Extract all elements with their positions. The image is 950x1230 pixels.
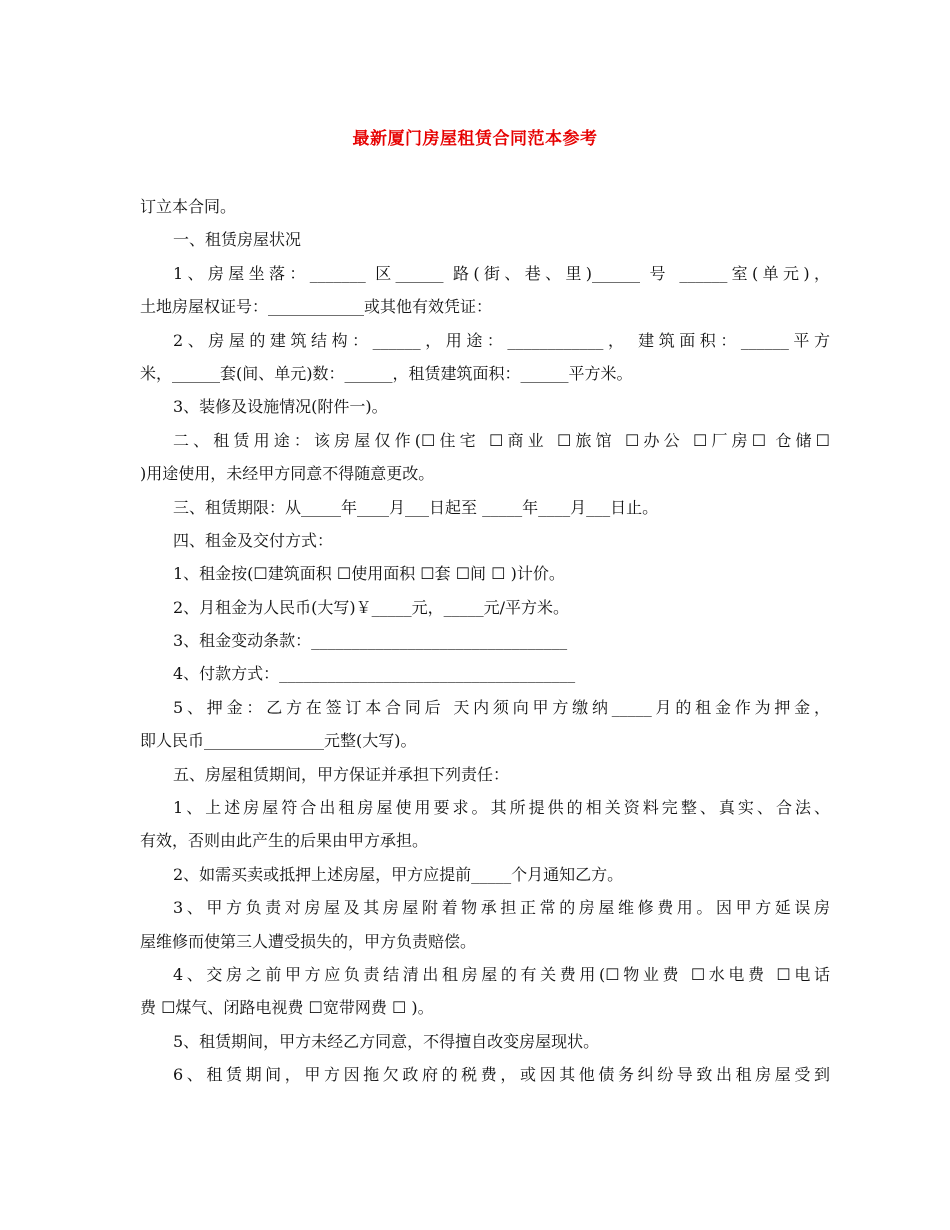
- text-line: )用途使用，未经甲方同意不得随意更改。: [140, 464, 435, 484]
- text-line: 1、上述房屋符合出租房屋使用要求。其所提供的相关资料完整、真实、合法、: [173, 798, 830, 818]
- text-line: 屋维修而使第三人遭受损失的，甲方负责赔偿。: [140, 931, 477, 951]
- text-line: 4、交房之前甲方应负责结清出租房屋的有关费用(☐物业费 ☐水电费 ☐电话: [173, 964, 830, 984]
- text-line: 2、如需买卖或抵押上述房屋，甲方应提前_____个月通知乙方。: [173, 864, 624, 884]
- text-line: 3、租金变动条款：________________________________: [173, 631, 568, 651]
- document-body: [140, 190, 830, 1092]
- text-line: 5、租赁期间，甲方未经乙方同意，不得擅自改变房屋现状。: [173, 1031, 600, 1051]
- text-line: 三、租赁期限：从_____年____月___日起至 _____年____月___日止。: [173, 497, 659, 517]
- text-line: 土地房屋权证号：____________或其他有效凭证：: [140, 297, 493, 317]
- text-line: 四、租金及交付方式：: [173, 530, 334, 550]
- text-line: 4、付款方式：_____________________________________: [173, 664, 576, 684]
- text-line: 订立本合同。: [140, 197, 237, 216]
- text-line: 费 ☐煤气、闭路电视费 ☐宽带网费 ☐ )。: [140, 998, 434, 1018]
- text-line: 即人民币_______________元整(大写)。: [140, 731, 417, 751]
- text-line: 6、租赁期间，甲方因拖欠政府的税费，或因其他债务纠纷导致出租房屋受到: [173, 1065, 830, 1085]
- text-line: 5、押金：乙方在签订本合同后 天内须向甲方缴纳_____月的租金作为押金，: [173, 697, 830, 717]
- text-line: 1、租金按(☐建筑面积 ☐使用面积 ☐套 ☐间 ☐ )计价。: [173, 564, 565, 584]
- text-line: 3、装修及设施情况(附件一)。: [173, 397, 388, 417]
- text-line: 有效，否则由此产生的后果由甲方承担。: [140, 831, 429, 851]
- text-line: 五、房屋租赁期间，甲方保证并承担下列责任：: [173, 764, 510, 784]
- document-title: 最新厦门房屋租赁合同范本参考: [352, 129, 598, 149]
- text-line: 1、房屋坐落：_______ 区______ 路(街、巷、里)______ 号 ______室(单元)，: [173, 263, 830, 283]
- text-line: 二、租赁用途：该房屋仅作(☐住宅 ☐商业 ☐旅馆 ☐办公 ☐厂房☐ 仓储☐: [173, 430, 830, 450]
- text-line: 一、租赁房屋状况: [173, 230, 302, 250]
- text-line: 3、甲方负责对房屋及其房屋附着物承担正常的房屋维修费用。因甲方延误房: [173, 898, 830, 918]
- text-line: 米，______套(间、单元)数：______，租赁建筑面积：______平方米。: [140, 363, 633, 383]
- text-line: 2、房屋的建筑结构：______，用途：____________， 建筑面积：______平方: [173, 330, 830, 350]
- text-line: 2、月租金为人民币(大写)￥_____元，_____元/平方米。: [173, 597, 570, 617]
